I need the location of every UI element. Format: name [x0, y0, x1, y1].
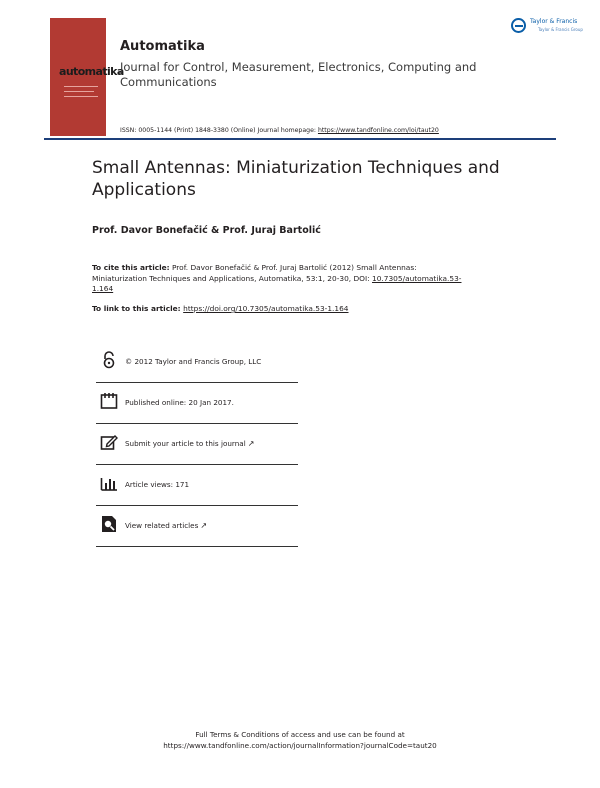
submit-item[interactable]: [96, 424, 298, 465]
external-link-icon: ↗: [200, 521, 208, 530]
related-articles-text[interactable]: View related articles: [125, 521, 199, 530]
journal-cover-image: [50, 18, 124, 136]
search-document-icon: [100, 515, 118, 533]
taylor-francis-logo-icon: [511, 18, 526, 33]
taylor-francis-logo[interactable]: [511, 16, 583, 38]
footer: [0, 729, 600, 751]
citation-label: To cite this article:: [92, 263, 170, 272]
external-link-icon: ↗: [247, 439, 255, 448]
issn-text: ISSN: 0005-1144 (Print) 1848-3380 (Online) Journal homepage:: [120, 127, 318, 134]
journal-homepage-link[interactable]: https://www.tandfonline.com/loi/taut20: [317, 127, 439, 134]
footer-terms-text: Full Terms & Conditions of access and use can be found at: [195, 730, 405, 739]
views-item: [96, 465, 298, 506]
cover-masthead: automatika: [59, 65, 124, 78]
journal-name: Automatika: [120, 39, 205, 54]
published-item: [96, 383, 298, 424]
article-authors: Prof. Davor Bonefačić & Prof. Juraj Bartolić: [92, 225, 321, 236]
cover-text-line: [64, 96, 98, 97]
footer-terms-link[interactable]: https://www.tandfonline.com/action/journalInformation?journalCode=taut20: [163, 741, 437, 750]
article-meta-list: [96, 342, 298, 547]
calendar-icon: [100, 392, 118, 410]
article-link-label: To link to this article:: [92, 304, 184, 313]
article-title: Small Antennas: Miniaturization Techniques and Applications: [92, 158, 500, 200]
bar-chart-icon: [100, 474, 118, 492]
article-doi-link[interactable]: https://doi.org/10.7305/automatika.53-1.164: [183, 304, 349, 313]
citation-block: [92, 263, 472, 295]
published-date-text: Published online: 20 Jan 2017.: [125, 398, 234, 407]
cover-text-line: [64, 86, 98, 87]
article-views-text: Article views: 171: [125, 480, 190, 489]
submit-article-text[interactable]: Submit your article to this journal: [125, 439, 246, 448]
edit-pencil-icon: [100, 433, 118, 451]
related-articles-link[interactable]: [125, 521, 207, 530]
journal-subtitle: Journal for Control, Measurement, Electronics, Computing and Communications: [120, 60, 477, 89]
publisher-tagline: Taylor & Francis Group: [538, 27, 583, 32]
citation-doi-link[interactable]: 10.7305/automatika.53-1.164: [92, 273, 462, 293]
open-lock-icon: [100, 351, 118, 369]
article-link-block: [92, 304, 349, 313]
publisher-name: Taylor & Francis: [530, 18, 578, 25]
copyright-item: [96, 342, 298, 383]
submit-article-link[interactable]: [125, 439, 254, 448]
header-divider: [44, 138, 556, 140]
cover-text-line: [64, 91, 94, 92]
copyright-text: © 2012 Taylor and Francis Group, LLC: [125, 357, 262, 366]
citation-text: Prof. Davor Bonefačić & Prof. Juraj Bartolić (2012) Small Antennas: Miniaturization Techniques and Applications, Automatika, 53:1, 20-30, DOI:: [92, 263, 417, 283]
issn-line: [120, 127, 439, 134]
related-item[interactable]: [96, 506, 298, 547]
